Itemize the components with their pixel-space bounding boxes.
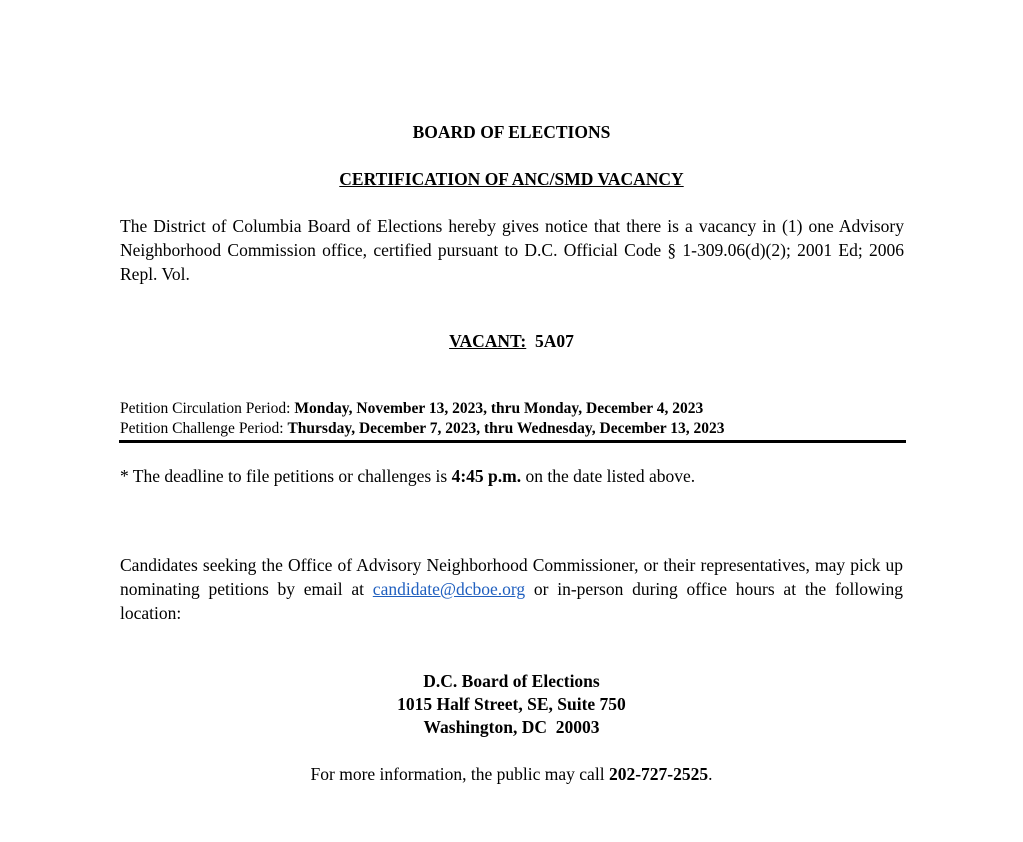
vacant-label: VACANT: bbox=[449, 331, 527, 351]
deadline-suffix: on the date listed above. bbox=[521, 466, 696, 486]
address-line-1: D.C. Board of Elections bbox=[423, 671, 600, 691]
horizontal-rule bbox=[119, 440, 906, 443]
email-link[interactable]: candidate@dcboe.org bbox=[372, 579, 526, 599]
info-prefix: For more information, the public may call bbox=[310, 764, 609, 784]
info-suffix: . bbox=[708, 764, 713, 784]
circulation-period-dates: Monday, November 13, 2023, thru Monday, December 4, 2023 bbox=[294, 400, 704, 417]
deadline-note bbox=[120, 465, 695, 487]
office-address bbox=[0, 670, 1023, 739]
vacant-smd-value: 5A07 bbox=[535, 331, 574, 351]
candidates-prefix: Candidates seeking the Office of Advisory Neighborhood Commissioner, or their representatives, may pick up nominating petitions by email at bbox=[120, 555, 903, 599]
deadline-time: 4:45 p.m. bbox=[451, 466, 522, 486]
circulation-period-label: Petition Circulation Period: bbox=[120, 400, 295, 417]
address-line-2: 1015 Half Street, SE, Suite 750 bbox=[397, 694, 626, 714]
certification-title: CERTIFICATION OF ANC/SMD VACANCY bbox=[339, 169, 684, 189]
address-line-3: Washington, DC 20003 bbox=[423, 717, 600, 737]
info-line bbox=[0, 763, 1023, 785]
candidates-paragraph bbox=[120, 553, 903, 625]
org-heading: BOARD OF ELECTIONS bbox=[412, 122, 611, 142]
vacant-line bbox=[0, 330, 1023, 352]
challenge-period-line bbox=[120, 419, 724, 439]
challenge-period-label: Petition Challenge Period: bbox=[120, 420, 288, 437]
circulation-period-line bbox=[120, 399, 703, 419]
vacancy-notice-paragraph: The District of Columbia Board of Elections hereby gives notice that there is a vacancy in (1) one Advisory Neighborhood Commission office, certified pursuant to D.C. Official Code § 1-309.06(d)(2); 2001 Ed; 2006 Repl. Vol. bbox=[120, 216, 904, 284]
challenge-period-dates: Thursday, December 7, 2023, thru Wednesday, December 13, 2023 bbox=[287, 420, 725, 437]
candidates-suffix: or in-person during office hours at the following location: bbox=[120, 579, 904, 623]
info-phone: 202-727-2525 bbox=[608, 764, 709, 784]
deadline-prefix: * The deadline to file petitions or challenges is bbox=[120, 466, 452, 486]
